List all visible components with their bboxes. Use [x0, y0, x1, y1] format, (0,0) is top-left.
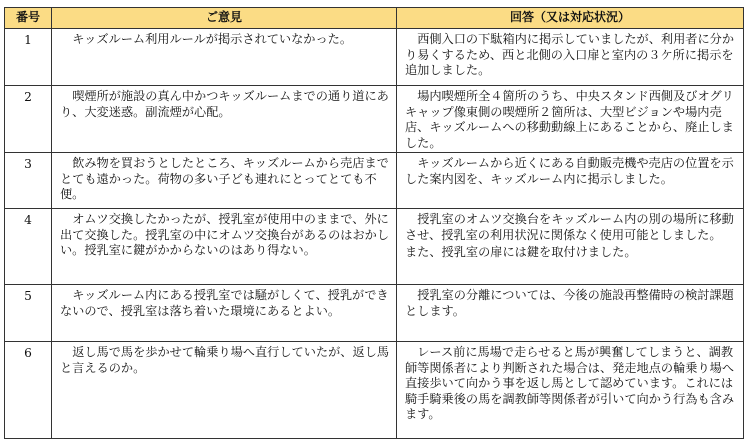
- opinion-cell: [52, 86, 397, 153]
- table-row: [5, 29, 744, 86]
- response-text: レース前に馬場で走らせると馬が興奮してしまうと、調教師等関係者により判断された場合は、発走地点の輪乗り場へ直接歩いて向かう事を返し馬として認めています。これには騎手騎乗後の馬を調教師等関係者が引いて向かう行為も含みます。: [405, 345, 735, 421]
- opinion-cell: [52, 342, 397, 439]
- row-number: 3: [5, 153, 52, 209]
- response-text: 西側入口の下駄箱内に掲示していましたが、利用者に分かり易くするため、西と北側の入口扉と室内の３ケ所に掲示を追加しました。: [405, 32, 735, 77]
- opinion-text: キッズルーム利用ルールが掲示されていなかった。: [72, 32, 353, 46]
- table-row: [5, 153, 744, 209]
- response-cell: [397, 209, 744, 285]
- opinion-cell: [52, 29, 397, 86]
- response-text: 授乳室のオムツ交換台をキッズルーム内の別の場所に移動させ、授乳室の利用状況に関係なく使用可能としました。: [405, 212, 734, 242]
- opinion-cell: [52, 209, 397, 285]
- response-text: キッズルームから近くにある自動販売機や売店の位置を示した案内図を、キッズルーム内に掲示しました。: [405, 156, 734, 186]
- opinion-text: 返し馬で馬を歩かせて輪乗り場へ直行していたが、返し馬と言えるのか。: [60, 345, 390, 375]
- header-response: 回答（又は対応状況）: [397, 8, 744, 29]
- opinion-text: 飲み物を買おうとしたところ、キッズルームから売店までとても遠かった。荷物の多い子ども連れにとってとても不便。: [60, 156, 389, 201]
- response-cell: [397, 153, 744, 209]
- row-number: 1: [5, 29, 52, 86]
- header-row: [5, 8, 744, 29]
- header-number: 番号: [5, 8, 52, 29]
- response-cell: [397, 285, 744, 342]
- table-row: [5, 86, 744, 153]
- response-extra-text: また、授乳室の扉には鍵を取付けました。: [405, 245, 637, 259]
- table-row: [5, 209, 744, 285]
- opinion-cell: [52, 153, 397, 209]
- response-cell: [397, 342, 744, 439]
- response-text: 場内喫煙所全４箇所のうち、中央スタンド西側及びオグリキャップ像東側の喫煙所２箇所は、大型ビジョンや場内売店、キッズルームへの移動動線上にあることから、廃止しました。: [405, 89, 734, 150]
- response-cell: [397, 29, 744, 86]
- row-number: 2: [5, 86, 52, 153]
- opinion-cell: [52, 285, 397, 342]
- opinion-text: キッズルーム内にある授乳室では騒がしくて、授乳ができないので、授乳室は落ち着いた環境にあるとよい。: [60, 288, 389, 318]
- opinion-text: 喫煙所が施設の真ん中かつキッズルームまでの通り道にあり、大変迷惑。副流煙が心配。: [60, 89, 389, 119]
- row-number: 6: [5, 342, 52, 439]
- response-cell: [397, 86, 744, 153]
- row-number: 5: [5, 285, 52, 342]
- table-row: [5, 285, 744, 342]
- opinion-text: オムツ交換したかったが、授乳室が使用中のままで、外に出て交換した。授乳室の中にオムツ交換台があるのはおかしい。授乳室に鍵がかからないのはあり得ない。: [60, 212, 390, 257]
- feedback-table: [4, 7, 744, 439]
- response-text: 授乳室の分離については、今後の施設再整備時の検討課題とします。: [405, 288, 734, 318]
- row-number: 4: [5, 209, 52, 285]
- table-row: [5, 342, 744, 439]
- header-opinion: ご意見: [52, 8, 397, 29]
